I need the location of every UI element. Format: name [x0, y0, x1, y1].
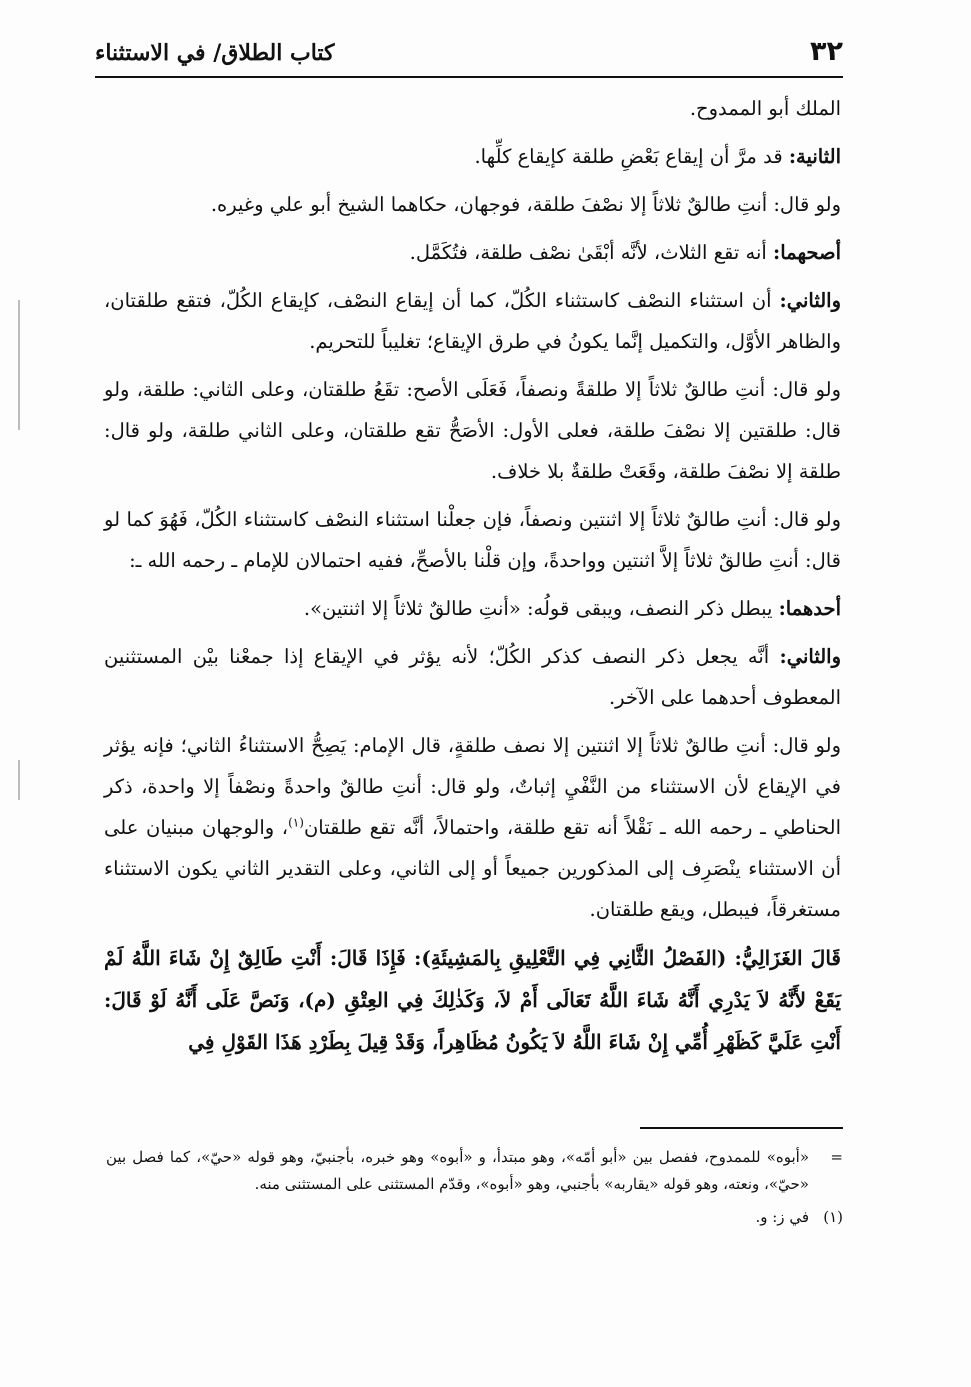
paragraph-text: أنه تقع الثلاث، لأنَّه أبْقَىٰ نصْف طلقة، فتُكَمَّل.	[409, 241, 767, 264]
paragraph	[104, 88, 841, 129]
paragraph-text: يبطل ذكر النصف، ويبقى قولُه: «أنتِ طالقٌ ثلاثاً إلا اثنتين».	[303, 597, 773, 620]
paragraph	[104, 232, 841, 273]
paragraph-text: قَالَ الغَزَالِيُّ: (الفَصْلُ الثَّانِي فِي التَّعْلِيقِ بِالمَشِيئَةِ): فَإِذَا قَالَ: أَنْتِ طَالِقٌ إِنْ شَاءَ اللَّهُ لَمْ يَقَعْ لأَنَّهُ لاَ يَدْرِي أَنَّهُ شَاءَ اللَّهُ تَعَالَى أَمْ لاَ، وَكَذٰلِكَ فِي العِتْقِ (م)، وَنَصَّ عَلَى أَنَّهُ لَوْ قَالَ: أَنْتِ عَلَيَّ كَظَهْرِ أُمِّي إِنْ شَاءَ اللَّهُ لاَ يَكُونُ مُظَاهِراً، وَقَدْ قِيلَ بِطَرْدِ هَذَا القَوْلِ فِي	[104, 946, 841, 1054]
paragraph-text: ولو قال: أنتِ طالقٌ ثلاثاً إلا اثنتين إلا نصف طلقةٍ، قال الإمام: يَصِحُّ الاستثناءُ الثاني؛ فإنه يؤثر في الإيقاع لأن الاستثناء من النَّفْيِ إثباتٌ، ولو قال: أنتِ طالقٌ واحدةً ونصْفاً إلا واحدة، ذكر الحناطي ـ رحمه الله ـ نَقْلاً أنه تقع طلقة، واحتمالاً، أنَّه تقع طلقتان	[104, 734, 842, 839]
footnote	[106, 1204, 843, 1231]
footnote	[106, 1144, 843, 1198]
paragraph-text: ، والوجهان مبنيان على أن الاستثناء ينْصَرِف إلى المذكورين جميعاً أو إلى الثاني، وعلى التقدير الثاني يكون الاستثناء مستغرقاً، فيبطل، ويقع طلقتان.	[104, 816, 841, 921]
running-header	[95, 34, 843, 78]
matn-paragraph	[104, 937, 841, 1063]
paragraph	[104, 280, 841, 362]
paragraph-text: الملك أبو الممدوح.	[689, 97, 841, 120]
paragraph	[104, 136, 841, 177]
page-number: ٣٢	[810, 36, 843, 67]
scan-margin-mark	[18, 760, 20, 800]
footnote-marker: =	[830, 1148, 843, 1166]
scan-margin-mark	[18, 300, 20, 430]
main-text	[104, 88, 841, 1070]
footnote-text: في ز: و.	[755, 1208, 809, 1226]
footnote-text: «أبوه» للممدوح، ففصل بين «أبو أمّه»، وهو مبتدأ، و «أبوه» وهو خبره، بأجنبيّ، وهو قوله «حيّ»، كما فصل بين «حيّ»، ونعته، وهو قوله «يقاربه» بأجنبي، وهو «أبوه»، وقدّم المستثنى على المستثنى منه.	[106, 1148, 809, 1193]
paragraph-text: ولو قال: أنتِ طالقٌ ثلاثاً إلا طلقةً ونصفاً، فَعَلَى الأصح: تقَعُ طلقتان، وعلى الثاني: طلقة، ولو قال: طلقتين إلا نصْفَ طلقة، فعلى الأول: الأصَحُّ تقع طلقتان، وعلى الثاني طلقة، ولو قال: طلقة إلا نصْفَ طلقة، وقَعَتْ طلقةٌ بلا خلاف.	[104, 378, 841, 483]
running-title: كتاب الطلاق/ في الاستثناء	[95, 40, 335, 66]
footnote-reference[interactable]: (١)	[288, 815, 304, 830]
paragraph-label: والثاني:	[779, 289, 841, 312]
paragraph-label: الثانية:	[788, 145, 841, 168]
footnote-marker: (١)	[823, 1208, 843, 1226]
paragraph	[104, 184, 841, 225]
paragraph	[104, 636, 841, 718]
paragraph-text: ولو قال: أنتِ طالقٌ ثلاثاً إلا نصْفَ طلقة، فوجهان، حكاهما الشيخ أبو علي وغيره.	[210, 193, 841, 216]
paragraph-text: أن استثناء النصْف كاستثناء الكُلّ، كما أن إيقاع النصْف، كإيقاع الكُلّ، فتقع طلقتان، والظاهر الأوَّل، والتكميل إنَّما يكونُ في طرق الإيقاع؛ تغليباً للتحريم.	[104, 289, 841, 353]
paragraph	[104, 588, 841, 629]
paragraph-text: ولو قال: أنتِ طالقٌ ثلاثاً إلا اثنتين ونصفاً، فإن جعلْنا استثناء النصْف كاستثناء الكُلّ، فَهُوَ كما لو قال: أنتِ طالقٌ ثلاثاً إلاَّ اثنتين وواحدةً، وإن قلْنا بالأصحِّ، ففيه احتمالان للإمام ـ رحمه الله ـ:	[104, 508, 841, 572]
paragraph	[104, 369, 841, 492]
paragraph	[104, 725, 841, 930]
paragraph	[104, 499, 841, 581]
footnotes	[106, 1144, 843, 1237]
paragraph-label: والثاني:	[779, 645, 842, 668]
footnote-divider	[640, 1127, 843, 1129]
paragraph-label: أحدهما:	[778, 597, 841, 620]
paragraph-text: أنَّه يجعل ذكر النصف كذكر الكُلّ؛ لأنه يؤثر في الإيقاع إذا جمعْنا بيْن المستثنين المعطوف أحدهما على الآخر.	[104, 645, 841, 709]
paragraph-text: قد مرَّ أن إيقاع بَعْضِ طلقة كإيقاع كلِّها.	[474, 145, 783, 168]
paragraph-label: أصحهما:	[773, 241, 841, 264]
